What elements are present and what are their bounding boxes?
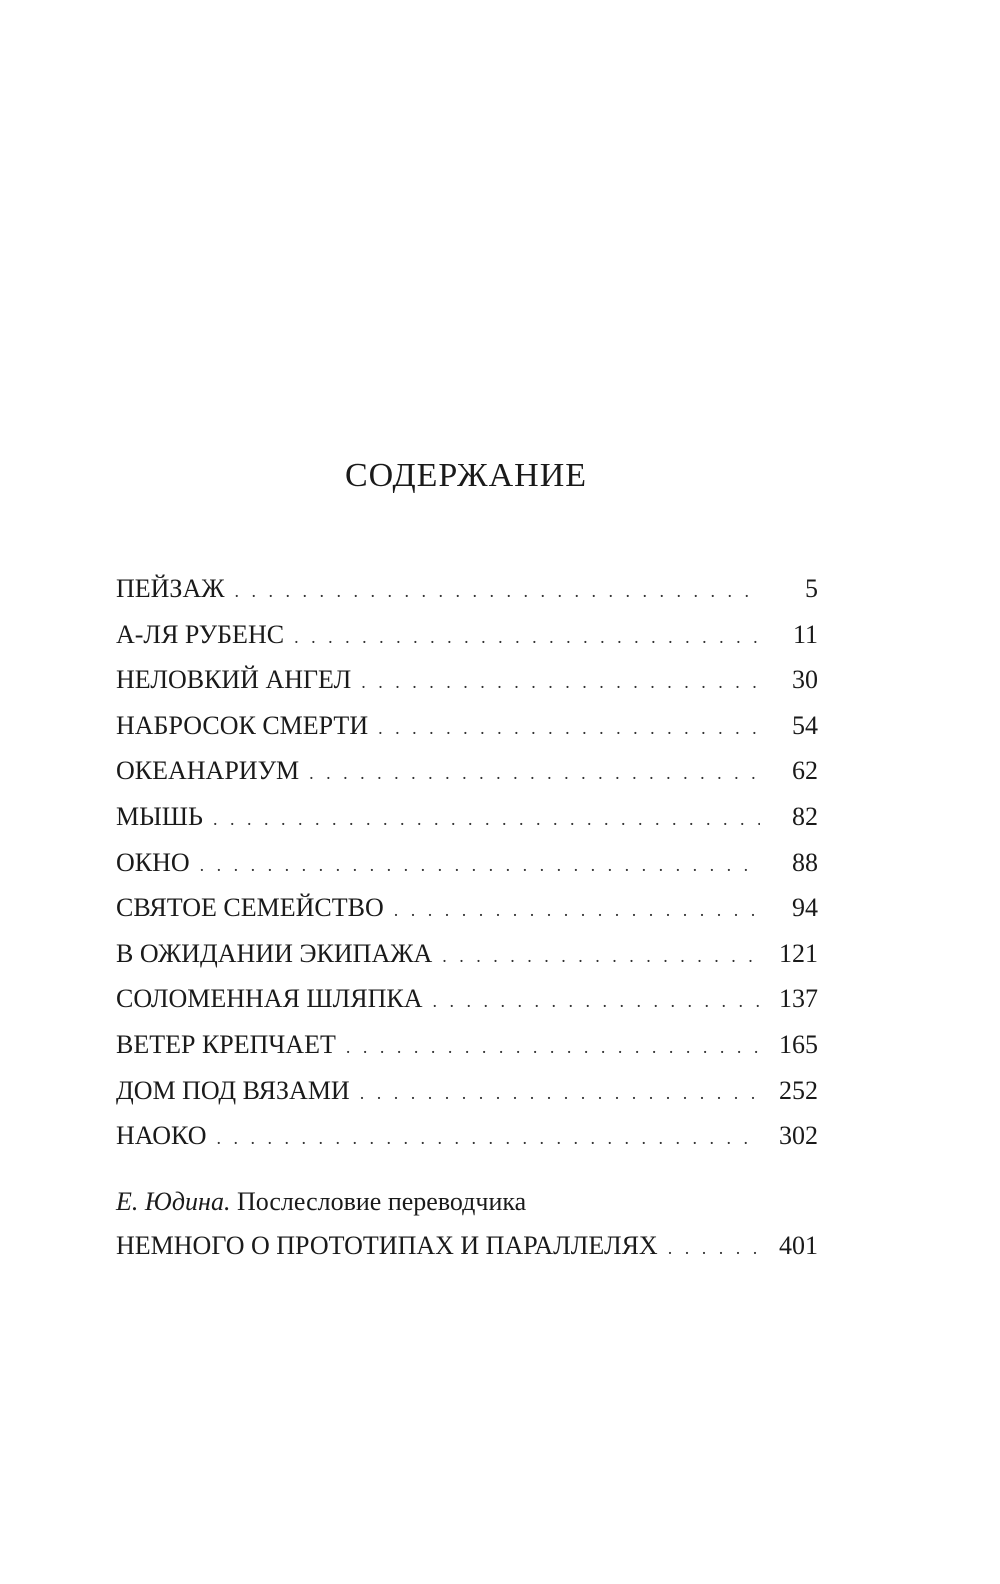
toc-entry[interactable]	[116, 885, 818, 931]
table-of-contents	[116, 566, 818, 1159]
toc-entry-title: ДОМ ПОД ВЯЗАМИ	[116, 1075, 350, 1105]
toc-entry[interactable]	[116, 840, 818, 886]
dot-leader	[361, 660, 760, 706]
toc-entry-title: НЕЛОВКИЙ АНГЕЛ	[116, 665, 352, 695]
toc-entry[interactable]	[116, 931, 818, 977]
dot-leader	[433, 979, 760, 1025]
toc-entry[interactable]	[116, 657, 818, 703]
toc-entry[interactable]	[116, 794, 818, 840]
toc-entry-title: СВЯТОЕ СЕМЕЙСТВО	[116, 893, 384, 923]
dot-leader	[217, 1116, 760, 1162]
toc-entry-title: В ОЖИДАНИИ ЭКИПАЖА	[116, 938, 433, 968]
toc-entry-title: СОЛОМЕННАЯ ШЛЯПКА	[116, 984, 423, 1014]
toc-entry[interactable]	[116, 748, 818, 794]
afterword-section	[116, 1180, 818, 1270]
toc-entry-title: НАБРОСОК СМЕРТИ	[116, 710, 369, 740]
toc-entry[interactable]	[116, 612, 818, 658]
toc-entry[interactable]	[116, 1068, 818, 1114]
toc-entry-title: ВЕТЕР КРЕПЧАЕТ	[116, 1029, 336, 1059]
dot-leader	[346, 1025, 760, 1071]
dot-leader	[360, 1071, 760, 1117]
toc-entry-page: 11	[792, 619, 818, 649]
afterword-author: Е. Юдина.	[116, 1187, 231, 1216]
toc-entry-page: 165	[779, 1029, 818, 1059]
toc-entry-page: 252	[779, 1075, 818, 1105]
dot-leader	[235, 569, 760, 615]
afterword-entry[interactable]	[116, 1224, 818, 1270]
dot-leader	[294, 615, 760, 661]
dot-leader	[378, 706, 760, 752]
toc-entry-page: 121	[779, 938, 818, 968]
toc-entry-title: НАОКО	[116, 1121, 207, 1151]
toc-entry-page: 54	[792, 710, 818, 740]
toc-entry-page: 94	[792, 893, 818, 923]
toc-entry[interactable]	[116, 566, 818, 612]
dot-leader	[442, 934, 760, 980]
toc-entry[interactable]	[116, 976, 818, 1022]
toc-entry-page: 88	[792, 847, 818, 877]
afterword-attribution	[116, 1180, 818, 1224]
afterword-subtitle: Послесловие переводчика	[236, 1187, 527, 1216]
toc-entry-title: А-ЛЯ РУБЕНС	[116, 619, 285, 649]
toc-entry-title: ПЕЙЗАЖ	[116, 574, 225, 603]
toc-entry[interactable]	[116, 703, 818, 749]
toc-entry-page: 5	[805, 574, 818, 603]
toc-entry[interactable]	[116, 1022, 818, 1068]
toc-entry-page: 30	[792, 665, 818, 695]
afterword-title: НЕМНОГО О ПРОТОТИПАХ И ПАРАЛЛЕЛЯХ	[116, 1231, 658, 1260]
toc-entry-title: ОКНО	[116, 847, 190, 877]
toc-entry[interactable]	[116, 1113, 818, 1159]
dot-leader	[394, 888, 760, 934]
toc-entry-page: 137	[779, 984, 818, 1014]
dot-leader	[200, 843, 760, 889]
toc-entry-page: 82	[792, 801, 818, 831]
dot-leader	[309, 751, 760, 797]
afterword-page: 401	[779, 1231, 818, 1260]
dot-leader	[668, 1226, 760, 1270]
toc-entry-page: 62	[792, 756, 818, 786]
page-title: СОДЕРЖАНИЕ	[344, 457, 588, 494]
dot-leader	[213, 797, 760, 843]
toc-entry-title: МЫШЬ	[116, 801, 203, 831]
toc-entry-title: ОКЕАНАРИУМ	[116, 756, 300, 786]
toc-entry-page: 302	[779, 1121, 818, 1151]
